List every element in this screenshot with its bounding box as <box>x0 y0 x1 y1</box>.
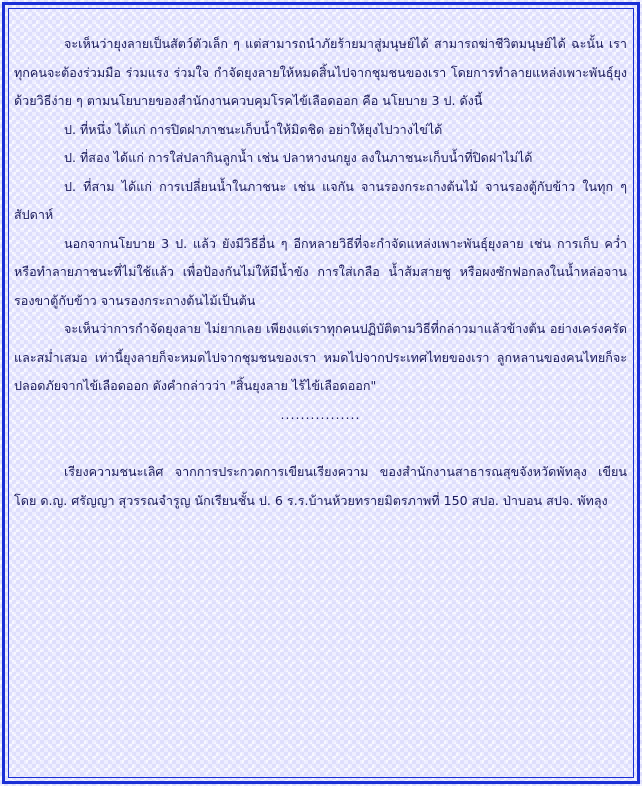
spacer <box>14 429 627 458</box>
paragraph-other-methods: นอกจากนโยบาย 3 ป. แล้ว ยังมีวิธีอื่น ๆ อีกหลายวิธีที่จะกำจัดแหล่งเพาะพันธุ์ยุงลาย เช่น การเก็บ คว่ำ หรือทำลายภาชนะที่ไม่ใช้แล้ว เพื่อป้องกันไม่ให้มีน้ำขัง การใส่เกลือ น้ำส้มสายชู หรือผงซักฟอกลงในน้ำหล่อจานรองขาตู้กับข้าว จานรองกระถางต้นไม้เป็นต้น <box>14 235 627 308</box>
separator-dots: ................ <box>280 406 361 422</box>
article-body <box>14 30 627 515</box>
paragraph-policy-3: ป. ที่สาม ได้แก่ การเปลี่ยนน้ำในภาชนะ เช่น แจกัน จานรองกระถางต้นไม้ จานรองตู้กับข้าว ในทุก ๆ สัปดาห์ <box>14 178 627 222</box>
paragraph-intro: จะเห็นว่ายุงลายเป็นสัตว์ตัวเล็ก ๆ แต่สามารถนำภัยร้ายมาสู่มนุษย์ได้ สามารถฆ่าชีวิตมนุษย์ได้ ฉะนั้น เราทุกคนจะต้องร่วมมือ ร่วมแรง ร่วมใจ กำจัดยุงลายให้หมดสิ้นไปจากชุมชนของเรา โดยการทำลายแหล่งเพาะพันธุ์ยุง ด้วยวิธีง่าย ๆ ตามนโยบายของสำนักงานควบคุมโรคไข้เลือดออก คือ นโยบาย 3 ป. ดังนี้ <box>14 36 627 108</box>
author-credit: เรียงความชนะเลิศ จากการประกวดการเขียนเรียงความ ของสำนักงานสาธารณสุขจังหวัดพัทลุง เขียนโดย ด.ญ. ศรัญญา สุวรรณจำรูญ นักเรียนชั้น ป. 6 ร.ร.บ้านห้วยทรายมิตรภาพที่ 150 สปอ. ป่าบอน สปจ. พัทลุง <box>14 464 627 508</box>
paragraph-conclusion: จะเห็นว่าการกำจัดยุงลาย ไม่ยากเลย เพียงแต่เราทุกคนปฏิบัติตามวิธีที่กล่าวมาแล้วข้างต้น อย่างเคร่งครัด และสม่ำเสมอ เท่านี้ยุงลายก็จะหมดไปจากชุมชนของเรา หมดไปจากประเทศไทยของเรา ลูกหลานของคนไทยก็จะปลอดภัยจากไข้เลือดออก ดังคำกล่าวว่า "สิ้นยุงลาย ไร้ไข้เลือดออก" <box>14 321 627 393</box>
paragraph-policy-2: ป. ที่สอง ได้แก่ การใส่ปลากินลูกน้ำ เช่น ปลาหางนกยูง ลงในภาชนะเก็บน้ำที่ปิดฝาไม่ได้ <box>64 150 533 165</box>
paragraph-policy-1: ป. ที่หนึ่ง ได้แก่ การปิดฝาภาชนะเก็บน้ำให้มิดชิด อย่าให้ยุงไปวางไข่ได้ <box>64 121 443 137</box>
